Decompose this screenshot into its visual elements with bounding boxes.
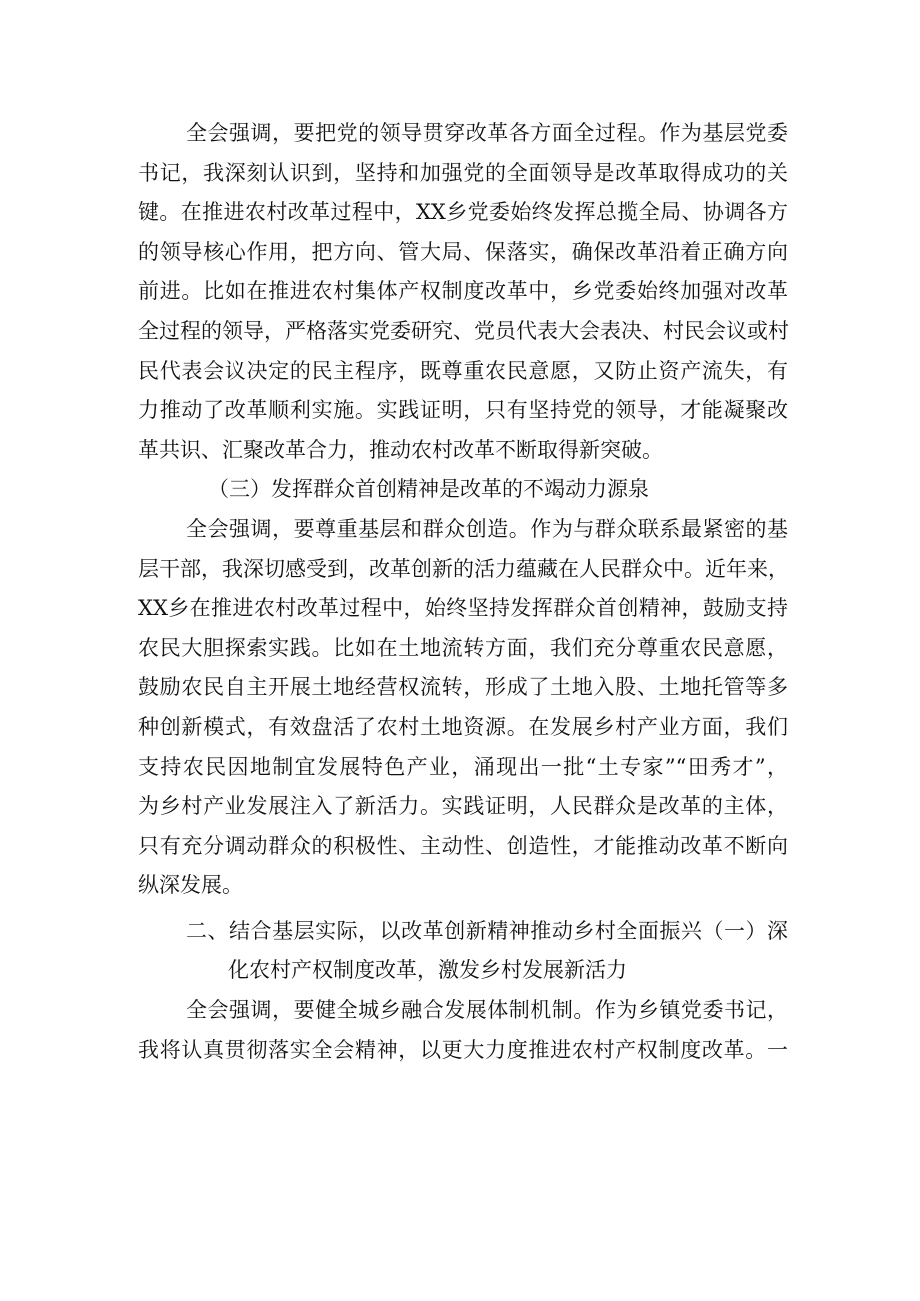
text-line: 只有充分调动群众的积极性、主动性、创造性，才能推动改革不断向 <box>138 833 788 858</box>
text-line: 鼓励农民自主开展土地经营权流转，形成了土地入股、土地托管等多 <box>138 675 788 700</box>
text-line: 我将认真贯彻落实全会精神，以更大力度推进农村产权制度改革。一 <box>138 1037 788 1062</box>
text-line: 书记，我深刻认识到，坚持和加强党的全面领导是改革取得成功的关 <box>138 160 788 185</box>
text-line: 农民大胆探索实践。比如在土地流转方面，我们充分尊重农民意愿， <box>138 635 788 660</box>
text-line: 全会强调，要尊重基层和群众创造。作为与群众联系最紧密的基 <box>186 516 788 541</box>
paragraph-mass-creativity <box>138 510 788 906</box>
text-line: 键。在推进农村改革过程中，XX乡党委始终发挥总揽全局、协调各方 <box>138 200 788 225</box>
text-line: 民代表会议决定的民主程序，既尊重农民意愿，又防止资产流失，有 <box>138 358 788 383</box>
text-line: 层干部，我深切感受到，改革创新的活力蕴藏在人民群众中。近年来， <box>138 556 789 581</box>
text-line: 革共识、汇聚改革合力，推动农村改革不断取得新突破。 <box>138 437 663 462</box>
text-line: 全会强调，要健全城乡融合发展体制机制。作为乡镇党委书记， <box>186 998 788 1023</box>
text-line: 为乡村产业发展注入了新活力。实践证明，人民群众是改革的主体， <box>138 794 788 819</box>
text-line: XX乡在推进农村改革过程中，始终坚持发挥群众首创精神，鼓励支持 <box>138 596 788 621</box>
text-line: 全过程的领导，严格落实党委研究、党员代表大会表决、村民会议或村 <box>138 318 789 343</box>
section-heading-3: （三）发挥群众首创精神是改革的不竭动力源泉 <box>208 477 649 502</box>
text-line: 力推动了改革顺利实施。实践证明，只有坚持党的领导，才能凝聚改 <box>138 398 788 423</box>
text-line: 前进。比如在推进农村集体产权制度改革中，乡党委始终加强对改革 <box>138 279 788 304</box>
text-line: 的领导核心作用，把方向、管大局、保落实，确保改革沿着正确方向 <box>138 239 788 264</box>
section-heading-2 <box>138 912 788 991</box>
text-line: 种创新模式，有效盘活了农村土地资源。在发展乡村产业方面，我们 <box>138 714 788 739</box>
document-body <box>138 114 788 1070</box>
text-line: 全会强调，要把党的领导贯穿改革各方面全过程。作为基层党委 <box>186 121 788 145</box>
text-line: 纵深发展。 <box>138 873 243 898</box>
paragraph-party-leadership <box>138 114 788 470</box>
text-line: 支持农民因地制宜发展特色产业，涌现出一批“土专家”“田秀才”， <box>138 754 788 779</box>
heading-line: 二、结合基层实际，以改革创新精神推动乡村全面振兴（一）深 <box>186 918 788 943</box>
paragraph-property-reform <box>138 991 788 1070</box>
heading-line: 化农村产权制度改革，激发乡村发展新活力 <box>228 958 627 983</box>
